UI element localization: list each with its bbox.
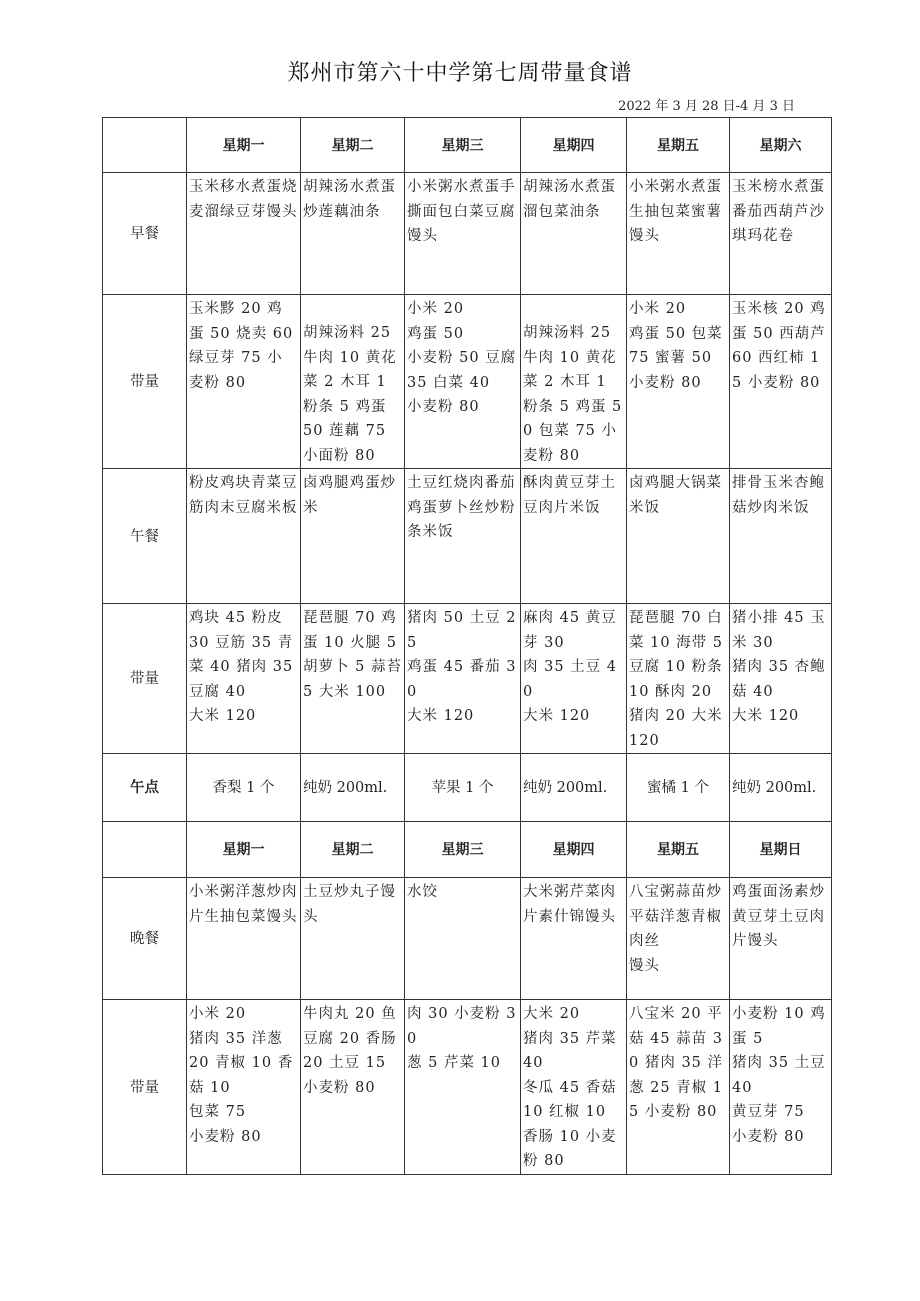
- qty-cell: 猪肉 50 土豆 25 鸡蛋 45 番茄 30 大米 120: [405, 604, 521, 754]
- menu-cell: 卤鸡腿鸡蛋炒米: [301, 469, 405, 604]
- breakfast-qty-row: [103, 295, 832, 469]
- row-label: 带量: [103, 295, 187, 469]
- date-range: 2022 年 3 月 28 日-4 月 3 日: [618, 99, 795, 114]
- snack-cell: 苹果 1 个: [405, 754, 521, 822]
- menu-cell: 胡辣汤水煮蛋炒莲藕油条: [301, 173, 405, 295]
- row-label: 午点: [103, 754, 187, 822]
- breakfast-row: [103, 173, 832, 295]
- qty-cell: 胡辣汤料 25 牛肉 10 黄花菜 2 木耳 1 粉条 5 鸡蛋 50 包菜 75 小麦粉 80: [521, 295, 627, 469]
- menu-cell: 酥肉黄豆芽土豆肉片米饭: [521, 469, 627, 604]
- qty-cell: 小米 20 鸡蛋 50 小麦粉 50 豆腐 35 白菜 40 小麦粉 80: [405, 295, 521, 469]
- day-header: 星期五: [627, 822, 730, 878]
- qty-cell: 玉米黟 20 鸡蛋 50 烧卖 60 绿豆芽 75 小麦粉 80: [187, 295, 301, 469]
- row-label: 带量: [103, 1000, 187, 1175]
- day-header: 星期二: [301, 118, 405, 173]
- qty-cell: 小米 20 鸡蛋 50 包菜 75 蜜薯 50 小麦粉 80: [627, 295, 730, 469]
- day-header: 星期一: [187, 118, 301, 173]
- lunch-qty-row: [103, 604, 832, 754]
- dinner-qty-row: [103, 1000, 832, 1175]
- day-header: 星期三: [405, 822, 521, 878]
- dinner-row: [103, 878, 832, 1000]
- menu-cell: 粉皮鸡块青菜豆筋肉末豆腐米板: [187, 469, 301, 604]
- qty-cell: 大米 20 猪肉 35 芹菜 40 冬瓜 45 香菇 10 红椒 10 香肠 10 小麦粉 80: [521, 1000, 627, 1175]
- day-header: 星期四: [521, 822, 627, 878]
- qty-cell: 琵琶腿 70 白菜 10 海带 5 豆腐 10 粉条 10 酥肉 20 猪肉 20 大米 120: [627, 604, 730, 754]
- qty-cell: 肉 30 小麦粉 30 葱 5 芹菜 10: [405, 1000, 521, 1175]
- menu-cell: 八宝粥蒜苗炒平菇洋葱青椒肉丝 馒头: [627, 878, 730, 1000]
- qty-cell: 琵琶腿 70 鸡蛋 10 火腿 5 胡萝卜 5 蒜苔 5 大米 100: [301, 604, 405, 754]
- lunch-row: [103, 469, 832, 604]
- menu-cell: 小米粥洋葱炒肉片生抽包菜馒头: [187, 878, 301, 1000]
- menu-cell: 排骨玉米杏鲍菇炒肉米饭: [730, 469, 832, 604]
- day-header: 星期一: [187, 822, 301, 878]
- row-label: 带量: [103, 604, 187, 754]
- qty-cell: 小米 20 猪肉 35 洋葱 20 青椒 10 香菇 10 包菜 75 小麦粉 80: [187, 1000, 301, 1175]
- row-label: 午餐: [103, 469, 187, 604]
- row-label: 晚餐: [103, 878, 187, 1000]
- qty-cell: 八宝米 20 平菇 45 蒜苗 30 猪肉 35 洋葱 25 青椒 15 小麦粉 80: [627, 1000, 730, 1175]
- menu-cell: 玉米移水煮蛋烧麦溜绿豆芽馒头: [187, 173, 301, 295]
- menu-cell: 小米粥水煮蛋生抽包菜蜜薯馒头: [627, 173, 730, 295]
- menu-cell: 土豆炒丸子馒头: [301, 878, 405, 1000]
- snack-cell: 蜜橘 1 个: [627, 754, 730, 822]
- header-row-top: [103, 118, 832, 173]
- corner-cell: [103, 822, 187, 878]
- qty-cell: 牛肉丸 20 鱼豆腐 20 香肠 20 土豆 15 小麦粉 80: [301, 1000, 405, 1175]
- qty-cell: 麻肉 45 黄豆芽 30 肉 35 土豆 40 大米 120: [521, 604, 627, 754]
- qty-cell: 鸡块 45 粉皮 30 豆筋 35 青菜 40 猪肉 35 豆腐 40 大米 120: [187, 604, 301, 754]
- menu-cell: 大米粥芹菜肉片素什锦馒头: [521, 878, 627, 1000]
- day-header: 星期二: [301, 822, 405, 878]
- snack-cell: 香梨 1 个: [187, 754, 301, 822]
- qty-cell: 胡辣汤料 25 牛肉 10 黄花菜 2 木耳 1 粉条 5 鸡蛋 50 莲藕 75 小面粉 80: [301, 295, 405, 469]
- qty-cell: 玉米核 20 鸡蛋 50 西葫芦 60 西红柿 15 小麦粉 80: [730, 295, 832, 469]
- day-header: 星期五: [627, 118, 730, 173]
- menu-cell: 土豆红烧肉番茄鸡蛋萝卜丝炒粉条米饭: [405, 469, 521, 604]
- page-title: 郑州市第六十中学第七周带量食谱: [287, 61, 633, 86]
- snack-row: [103, 754, 832, 822]
- snack-cell: 纯奶 200ml.: [521, 754, 627, 822]
- menu-cell: 水饺: [405, 878, 521, 1000]
- day-header: 星期六: [730, 118, 832, 173]
- row-label: 早餐: [103, 173, 187, 295]
- header-row-bottom: [103, 822, 832, 878]
- day-header: 星期四: [521, 118, 627, 173]
- qty-cell: 小麦粉 10 鸡蛋 5 猪肉 35 土豆 40 黄豆芽 75 小麦粉 80: [730, 1000, 832, 1175]
- day-header: 星期三: [405, 118, 521, 173]
- qty-cell: 猪小排 45 玉米 30 猪肉 35 杏鲍菇 40 大米 120: [730, 604, 832, 754]
- corner-cell: [103, 118, 187, 173]
- day-header: 星期日: [730, 822, 832, 878]
- menu-cell: 卤鸡腿大锅菜米饭: [627, 469, 730, 604]
- snack-cell: 纯奶 200ml.: [730, 754, 832, 822]
- menu-cell: 小米粥水煮蛋手撕面包白菜豆腐馒头: [405, 173, 521, 295]
- menu-cell: 鸡蛋面汤素炒黄豆芽土豆肉片馒头: [730, 878, 832, 1000]
- snack-cell: 纯奶 200ml.: [301, 754, 405, 822]
- menu-cell: 胡辣汤水煮蛋溜包菜油条: [521, 173, 627, 295]
- menu-cell: 玉米榜水煮蛋番茄西葫芦沙琪玛花卷: [730, 173, 832, 295]
- menu-table: [102, 117, 832, 1175]
